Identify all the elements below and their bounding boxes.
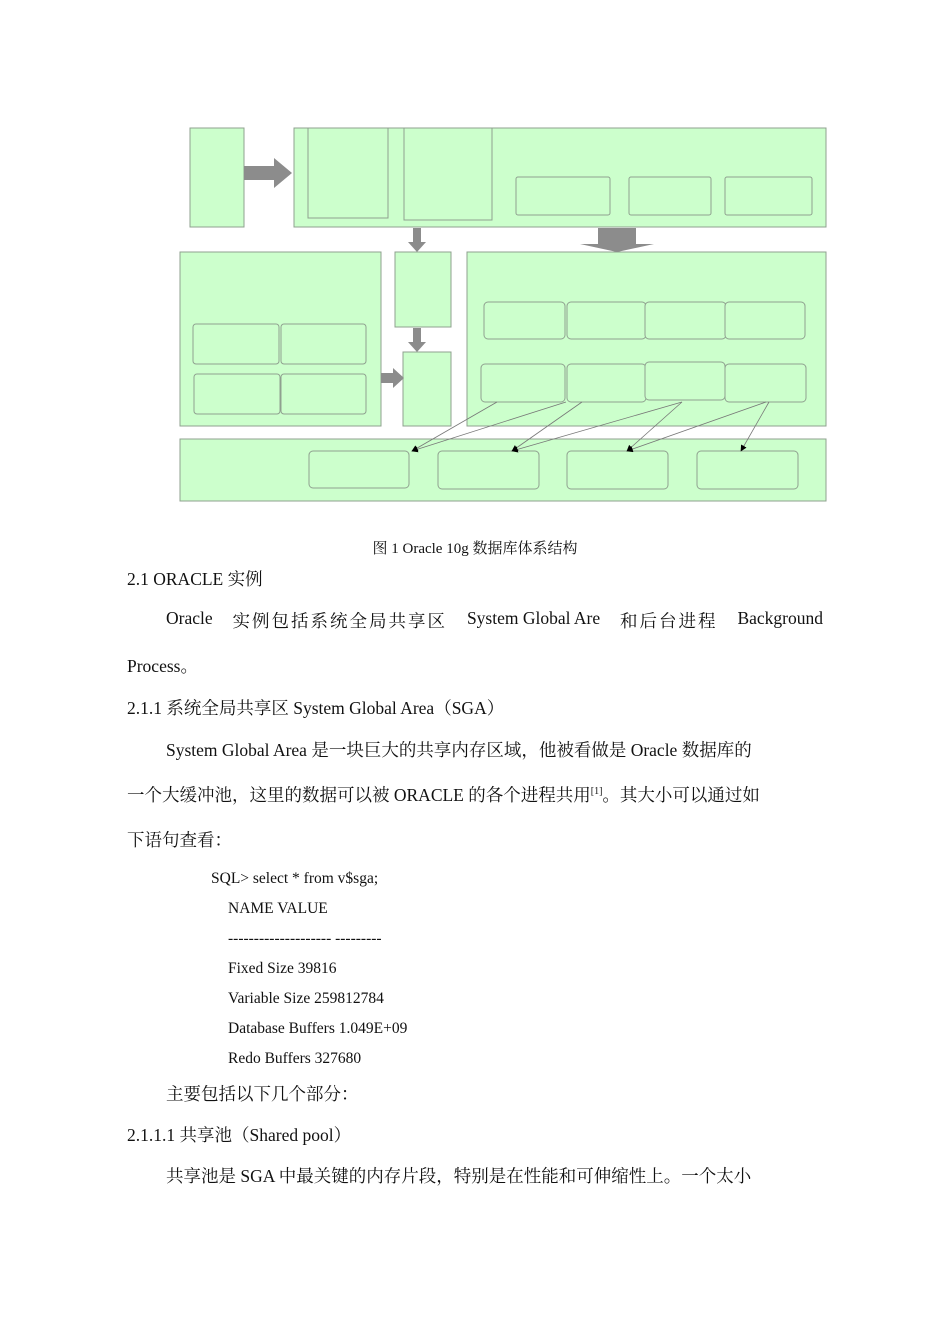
- after-sql-text: 主要包括以下几个部分：: [166, 1084, 359, 1104]
- process-box-4: [725, 302, 805, 339]
- pga-box-lower: [403, 352, 451, 426]
- section-2-1-1-1-paragraph-line-1: 共享池是 SGA 中最关键的内存片段，特别是在性能和可伸缩性上。一个太小: [166, 1166, 752, 1186]
- arrow-sga-to-pga: [381, 368, 404, 388]
- architecture-diagram: [0, 0, 950, 520]
- text-segment: 实例包括系统全局共享区: [232, 611, 448, 631]
- file-box-2: [438, 451, 539, 489]
- sql-separator: -------------------- ---------: [228, 930, 382, 947]
- arrow-instance-to-pga: [408, 228, 426, 252]
- sql-row: Redo Buffers 327680: [228, 1050, 362, 1067]
- instance-inner-box-4: [629, 177, 711, 215]
- sga-inner-box-4: [281, 374, 366, 414]
- arrow-instance-to-processes: [580, 228, 654, 252]
- pga-box-upper: [395, 252, 451, 327]
- citation-ref: [1]: [590, 786, 603, 797]
- section-2-1-1-1-heading: 2.1.1.1 共享池（Shared pool）: [127, 1125, 352, 1145]
- figure-caption: 图 1 Oracle 10g 数据库体系结构: [372, 541, 578, 557]
- sql-row: Variable Size 259812784: [228, 990, 384, 1007]
- user-process-box: [190, 128, 244, 227]
- process-box-2: [567, 302, 646, 339]
- file-box-3: [567, 451, 668, 489]
- file-box-1: [309, 451, 409, 488]
- section-2-1-paragraph-line-2: Process。: [127, 656, 198, 676]
- sql-row: Database Buffers 1.049E+09: [228, 1020, 408, 1037]
- arrow-pga-down: [408, 328, 426, 352]
- section-2-1-paragraph-line-1: [166, 608, 823, 633]
- text-segment: 一个大缓冲池，这里的数据可以被 ORACLE 的各个进程共用: [127, 785, 591, 805]
- process-box-1: [484, 302, 565, 339]
- section-2-1-1-paragraph-line-3: 下语句查看：: [127, 830, 232, 850]
- instance-inner-box-1: [308, 128, 388, 218]
- text-segment: System Global Are: [466, 608, 601, 628]
- process-box-5: [481, 364, 565, 402]
- text-segment: 和后台进程: [620, 611, 718, 631]
- instance-inner-box-2: [404, 128, 492, 220]
- text-segment: Background: [737, 608, 823, 628]
- sga-inner-box-2: [281, 324, 366, 364]
- sga-inner-box-1: [193, 324, 279, 364]
- instance-inner-box-3: [516, 177, 610, 215]
- instance-inner-box-5: [725, 177, 812, 215]
- section-2-1-heading: 2.1 ORACLE 实例: [127, 569, 263, 589]
- sql-command: SQL> select * from v$sga;: [211, 870, 379, 887]
- process-box-8: [725, 364, 806, 402]
- process-box-3: [645, 302, 726, 339]
- text-segment: Oracle: [166, 608, 213, 628]
- sql-row: Fixed Size 39816: [228, 960, 337, 977]
- sql-header: NAME VALUE: [228, 900, 328, 917]
- section-2-1-1-heading: 2.1.1 系统全局共享区 System Global Area（SGA）: [127, 698, 505, 718]
- file-box-4: [697, 451, 798, 489]
- section-2-1-1-paragraph-line-2: [127, 782, 760, 807]
- process-box-7: [645, 362, 725, 400]
- arrow-user-to-instance: [244, 158, 292, 188]
- section-2-1-1-paragraph-line-1: System Global Area 是一块巨大的共享内存区域，他被看做是 Oracle 数据库的: [166, 740, 752, 760]
- text-segment: 。其大小可以通过如: [602, 785, 760, 805]
- sga-inner-box-3: [194, 374, 280, 414]
- process-box-6: [567, 364, 646, 402]
